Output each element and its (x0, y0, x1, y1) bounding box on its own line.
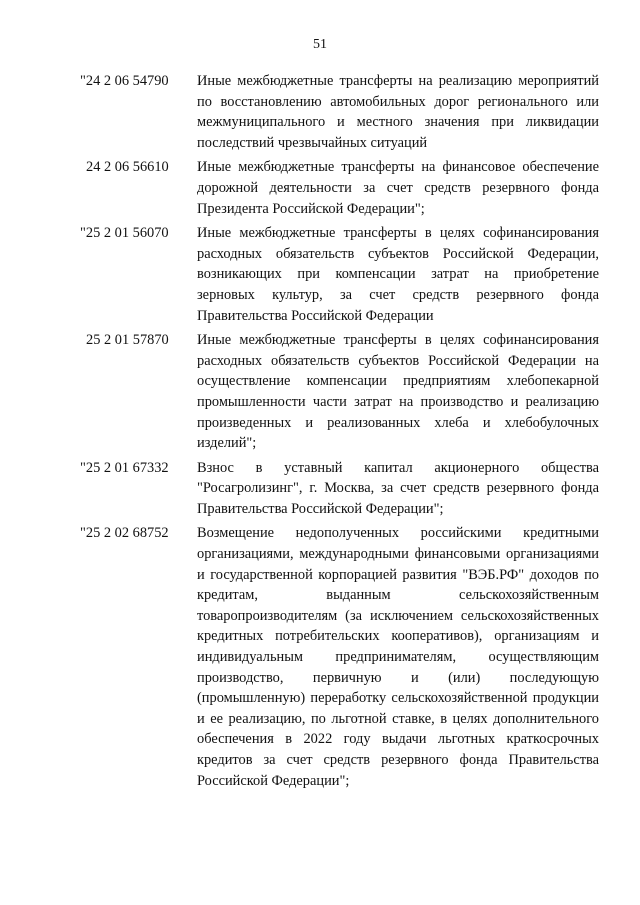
budget-code-list (0, 71, 640, 795)
budget-code: "24 2 06 54790 (80, 73, 169, 89)
budget-entry (0, 330, 640, 454)
budget-entry (0, 523, 640, 791)
budget-code: "25 2 01 67332 (80, 459, 169, 476)
budget-code: "25 2 01 56070 (80, 225, 169, 242)
budget-description: Иные межбюджетные трансферты в целях софинансирования расходных обязательств субъектов Российской Федерации на осуществление компенсации предприятиям хлебопекарной промышленности части затрат на производство и реализацию произведенных и реализованных хлеба и хлебобулочных изделий"; (197, 332, 599, 452)
budget-description: Иные межбюджетные трансферты на реализацию мероприятий по восстановлению автомобильных дорог регионального или межмуниципального и местного значения при ликвидации последствий чрезвычайных ситуаций (197, 73, 599, 151)
budget-code: "25 2 02 68752 (80, 525, 169, 542)
page-number: 51 (313, 37, 327, 52)
budget-entry (0, 71, 640, 153)
budget-code: 25 2 01 57870 (86, 332, 169, 349)
budget-entry (0, 458, 640, 520)
budget-description: Иные межбюджетные трансферты на финансовое обеспечение дорожной деятельности за счет средств резервного фонда Президента Российской Федерации"; (197, 159, 599, 217)
budget-description: Возмещение недополученных российскими кредитными организациями, международными финансовыми организациями и государственной корпорацией развития "ВЭБ.РФ" доходов по кредитам, выданным сельскохозяйственным товаропроизводителям (за исключением сельскохозяйственных кредитных потребительских кооперативов), организациям и индивидуальным предпринимателям, осуществляющим производство, первичную и (или) последующую (промышленную) переработку сельскохозяйственной продукции и ее реализацию, по льготной ставке, в целях дополнительного обеспечения в 2022 году выдачи льготных краткосрочных кредитов за счет средств резервного фонда Правительства Российской Федерации"; (197, 525, 599, 789)
budget-entry (0, 223, 640, 326)
budget-description: Иные межбюджетные трансферты в целях софинансирования расходных обязательств субъектов Российской Федерации, возникающих при компенсации затрат на приобретение зерновых культур, за счет средств резервного фонда Правительства Российской Федерации (197, 225, 599, 324)
budget-code: 24 2 06 56610 (86, 159, 169, 176)
budget-entry (0, 157, 640, 219)
budget-description: Взнос в уставный капитал акционерного общества "Росагролизинг", г. Москва, за счет средств резервного фонда Правительства Российской Федерации"; (197, 459, 599, 517)
